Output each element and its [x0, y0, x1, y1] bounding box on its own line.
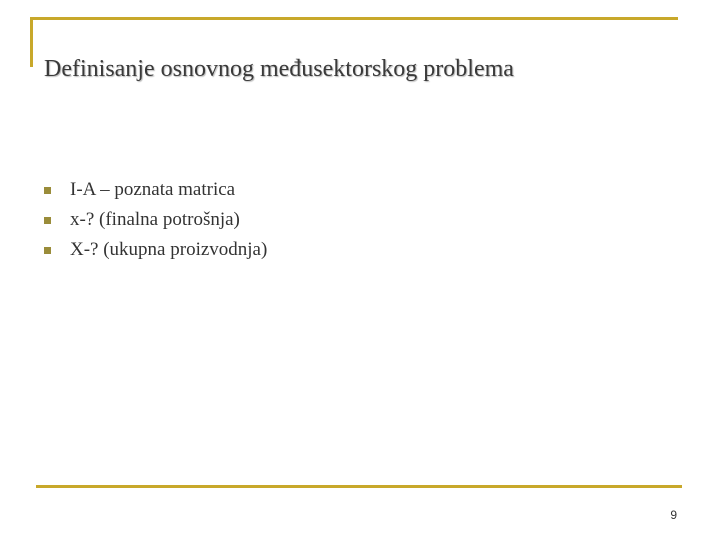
bullet-list: [44, 175, 267, 265]
square-bullet-icon: [44, 247, 51, 254]
bottom-rule: [36, 485, 682, 488]
bullet-text: I-A – poznata matrica: [70, 179, 236, 200]
bullet-item: [44, 175, 267, 205]
square-bullet-icon: [44, 217, 51, 224]
top-rule: [30, 17, 678, 20]
bullet-item: [44, 235, 267, 265]
square-bullet-icon: [44, 187, 51, 194]
bullet-text: x-? (finalna potrošnja): [70, 209, 240, 230]
slide-title: Definisanje osnovnog međusektorskog problema: [44, 56, 514, 82]
left-rule: [30, 17, 33, 67]
bullet-item: [44, 205, 267, 235]
bullet-text: X-? (ukupna proizvodnja): [70, 239, 268, 260]
page-number: 9: [670, 508, 677, 522]
